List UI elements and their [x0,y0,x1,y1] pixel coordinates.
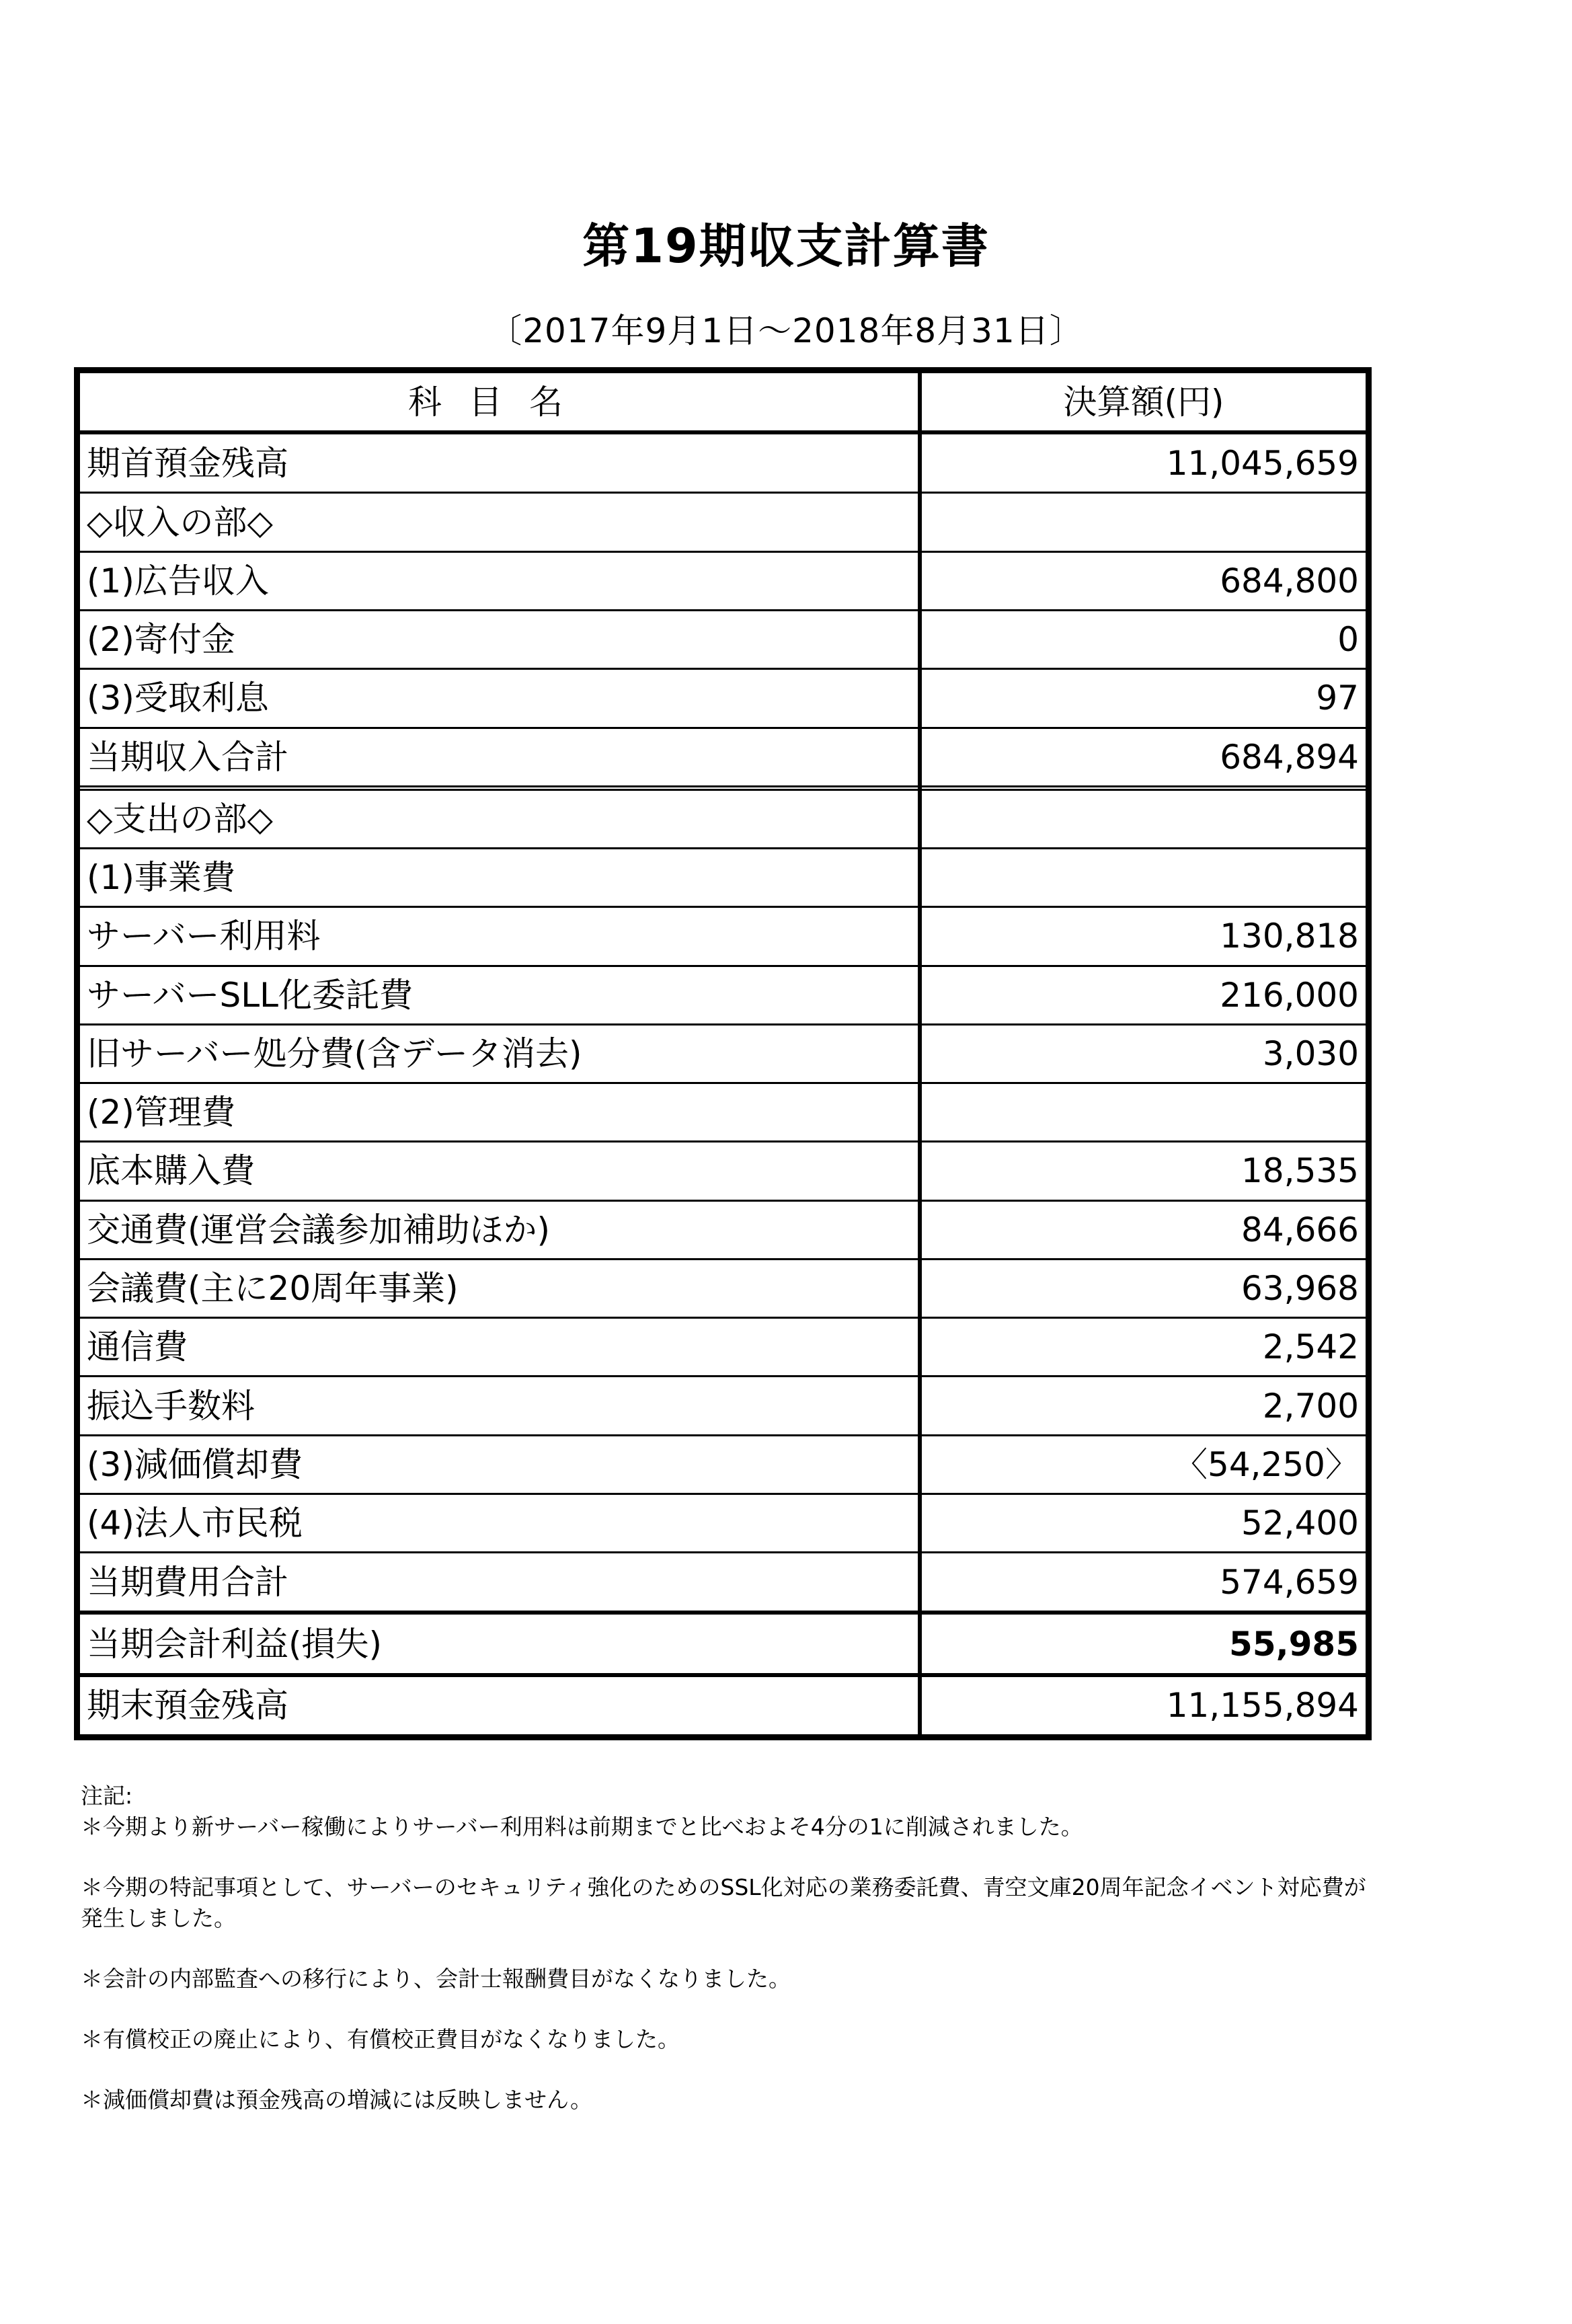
fiscal-period: 〔2017年9月1日～2018年8月31日〕 [488,311,1084,350]
document-title: 第19期収支計算書 [582,219,990,274]
row-item: 当期費用合計 [79,1553,920,1613]
row-amount: 574,659 [920,1553,1367,1613]
table-row [79,1494,1367,1552]
row-amount: 11,155,894 [920,1675,1367,1736]
row-amount: 52,400 [920,1494,1367,1552]
table-row [79,1377,1367,1435]
row-amount: 216,000 [920,966,1367,1024]
table-row [79,1083,1367,1142]
table-row [79,1435,1367,1494]
row-amount: 130,818 [920,907,1367,966]
row-amount [920,789,1367,848]
row-item: 期首預金残高 [79,432,920,493]
row-item: ◇支出の部◇ [79,789,920,848]
row-item: (1)事業費 [79,849,920,907]
row-amount: 〈54,250〉 [920,1435,1367,1494]
table-row-profit [79,1613,1367,1674]
table-row [79,1200,1367,1259]
table-row [79,551,1367,610]
row-amount: 0 [920,611,1367,669]
table-row [79,1142,1367,1200]
table-row [79,907,1367,966]
row-item: 通信費 [79,1318,920,1377]
table-row [79,611,1367,669]
table-row [79,1553,1367,1613]
row-amount: 2,542 [920,1318,1367,1377]
row-amount: 97 [920,669,1367,728]
table-row [79,789,1367,848]
income-expense-table [74,367,1372,1740]
note-item: ＊今期より新サーバー稼働によりサーバー利用料は前期までと比べおよそ4分の1に削減されました。 [81,1814,1083,1840]
row-item: 底本購入費 [79,1142,920,1200]
row-item: (1)広告収入 [79,551,920,610]
table-row [79,493,1367,551]
table-row [79,849,1367,907]
row-amount: 11,045,659 [920,432,1367,493]
row-item: (2)管理費 [79,1083,920,1142]
header-amount: 決算額(円) [920,373,1367,433]
row-amount: 2,700 [920,1377,1367,1435]
row-item: サーバーSLL化委託費 [79,966,920,1024]
row-amount: 63,968 [920,1259,1367,1317]
table-row [79,966,1367,1024]
row-item: 交通費(運営会議参加補助ほか) [79,1200,920,1259]
table-row [79,432,1367,493]
row-item: (2)寄付金 [79,611,920,669]
row-item: サーバー利用料 [79,907,920,966]
row-amount [920,1083,1367,1142]
note-item: ＊会計の内部監査への移行により、会計士報酬費目がなくなりました。 [81,1966,791,1992]
row-amount: 18,535 [920,1142,1367,1200]
row-item: 振込手数料 [79,1377,920,1435]
row-item: (3)受取利息 [79,669,920,728]
row-item: 当期会計利益(損失) [79,1613,920,1674]
row-item: (4)法人市民税 [79,1494,920,1552]
row-amount: 55,985 [920,1613,1367,1674]
table-header-row [79,373,1367,433]
row-item: 期末預金残高 [79,1675,920,1736]
row-item: 当期収入合計 [79,728,920,786]
row-amount [920,849,1367,907]
row-amount: 84,666 [920,1200,1367,1259]
table-row [79,1259,1367,1317]
row-amount: 684,894 [920,728,1367,786]
row-item: 会議費(主に20周年事業) [79,1259,920,1317]
note-item: ＊今期の特記事項として、サーバーのセキュリティ強化のためのSSL化対応の業務委託費、青空文庫20周年記念イベント対応費が発生しました。 [81,1874,1366,1931]
table-row [79,1675,1367,1736]
note-item: ＊有償校正の廃止により、有償校正費目がなくなりました。 [81,2026,680,2052]
note-item: ＊減価償却費は預金残高の増減には反映しません。 [81,2087,592,2113]
table-row [79,728,1367,786]
row-amount [920,493,1367,551]
row-amount: 3,030 [920,1024,1367,1083]
row-item: (3)減価償却費 [79,1435,920,1494]
notes-label: 注記: [81,1783,133,1809]
row-amount: 684,800 [920,551,1367,610]
notes-section [81,1781,1378,2145]
row-item: 旧サーバー処分費(含データ消去) [79,1024,920,1083]
table-row [79,669,1367,728]
table-row [79,1318,1367,1377]
header-item: 科目名 [79,373,920,433]
table-row [79,1024,1367,1083]
row-item: ◇収入の部◇ [79,493,920,551]
